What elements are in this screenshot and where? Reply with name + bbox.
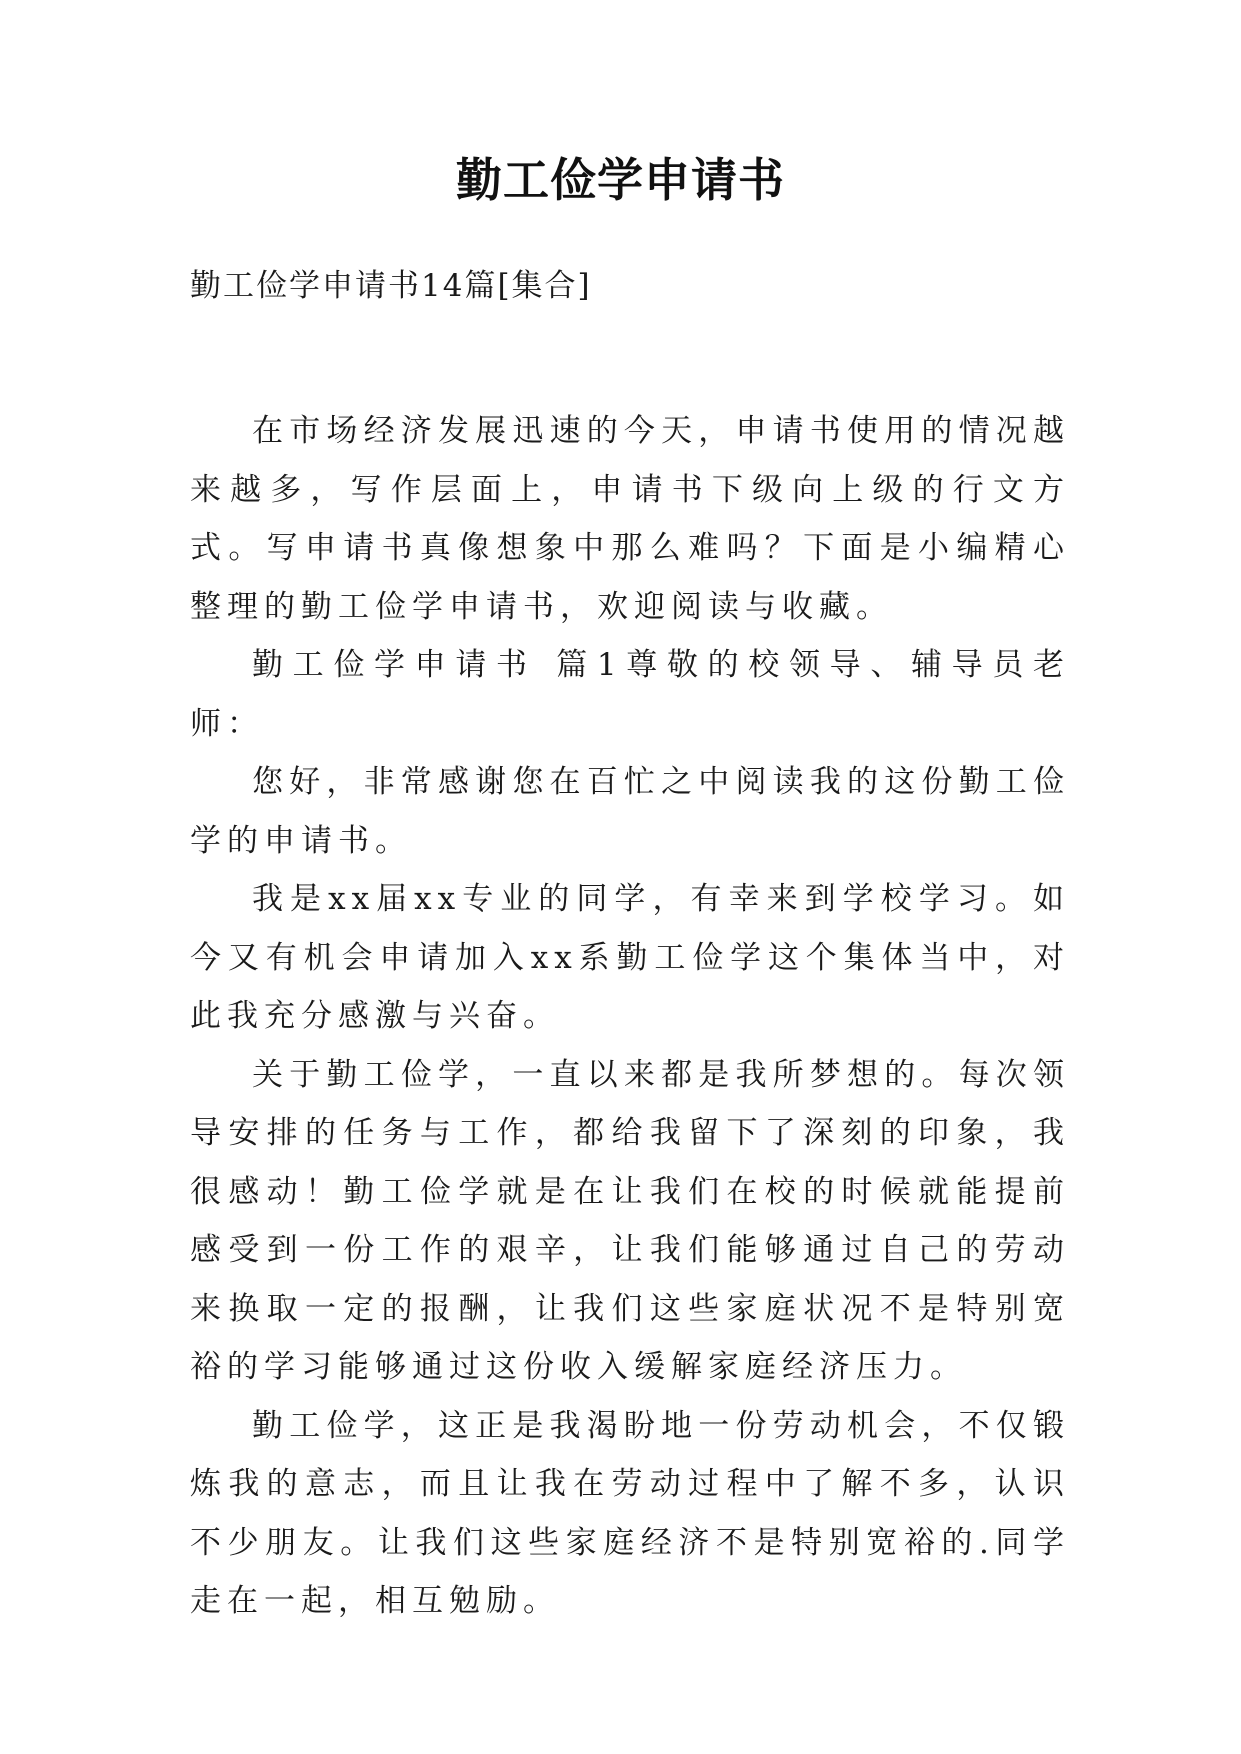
paragraph-closing: 勤工俭学，这正是我渴盼地一份劳动机会，不仅锻炼我的意志，而且让我在劳动过程中了解不多，认识不少朋友。让我们这些家庭经济不是特别宽裕的.同学走在一起，相互勉励。 bbox=[190, 1407, 1070, 1619]
paragraph-greeting: 您好，非常感谢您在百忙之中阅读我的这份勤工俭学的申请书。 bbox=[190, 764, 1070, 859]
document-title: 勤工俭学申请书 bbox=[456, 153, 785, 207]
paragraph-motivation: 关于勤工俭学，一直以来都是我所梦想的。每次领导安排的任务与工作，都给我留下了深刻的印象，我很感动！勤工俭学就是在让我们在校的时候就能提前感受到一份工作的艰辛，让我们能够通过自己的劳动来换取一定的报酬，让我们这些家庭状况不是特别宽裕的学习能够通过这份收入缓解家庭经济压力。 bbox=[190, 1056, 1070, 1385]
paragraph-intro: 在市场经济发展迅速的今天，申请书使用的情况越来越多，写作层面上，申请书下级向上级的行文方式。写申请书真像想象中那么难吗？下面是小编精心整理的勤工俭学申请书，欢迎阅读与收藏。 bbox=[190, 413, 1070, 625]
paragraph-salutation: 勤工俭学申请书 篇1尊敬的校领导、辅导员老师： bbox=[190, 647, 1070, 742]
document-body bbox=[190, 402, 1070, 1631]
paragraph-self-intro: 我是xx届xx专业的同学，有幸来到学校学习。如今又有机会申请加入xx系勤工俭学这个集体当中，对此我充分感激与兴奋。 bbox=[190, 881, 1070, 1034]
document-subtitle: 勤工俭学申请书14篇[集合] bbox=[190, 268, 592, 304]
